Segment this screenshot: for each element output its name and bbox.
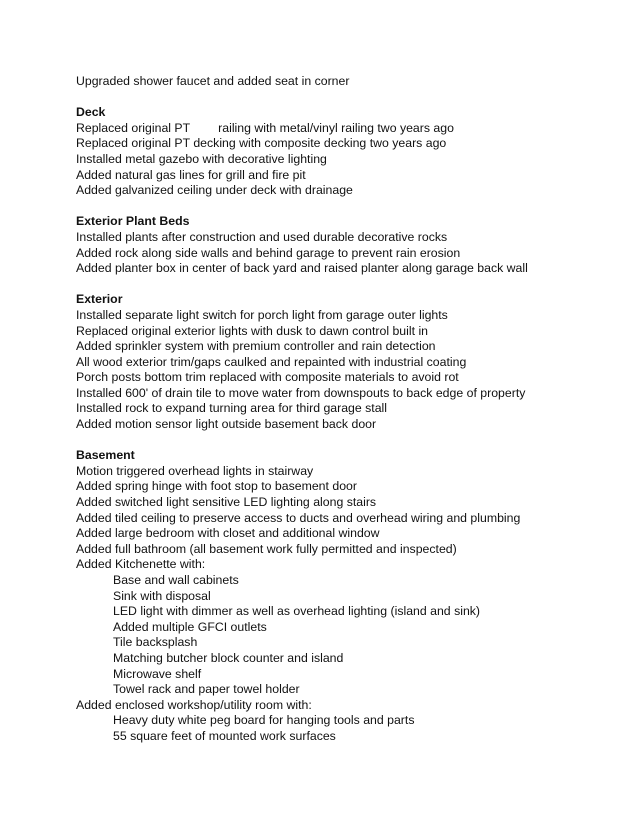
list-item: Added sprinkler system with premium controller and rain detection bbox=[76, 339, 436, 354]
list-item: Installed separate light switch for porch light from garage outer lights bbox=[76, 307, 448, 322]
section-title-basement: Basement bbox=[76, 448, 135, 463]
sub-list-item: Microwave shelf bbox=[113, 666, 202, 681]
sub-list-item: Heavy duty white peg board for hanging tools and parts bbox=[113, 713, 415, 728]
section-title-deck: Deck bbox=[76, 105, 106, 120]
list-item: Added spring hinge with foot stop to basement door bbox=[76, 479, 357, 494]
list-item: Replaced original exterior lights with dusk to dawn control built in bbox=[76, 323, 429, 338]
list-item-part: railing with metal/vinyl railing two years ago bbox=[218, 120, 454, 135]
list-item: Added full bathroom (all basement work fully permitted and inspected) bbox=[76, 541, 457, 556]
list-item: Added motion sensor light outside basement back door bbox=[76, 417, 377, 432]
list-item: Added planter box in center of back yard and raised planter along garage back wall bbox=[76, 261, 528, 276]
list-item: Added galvanized ceiling under deck with drainage bbox=[76, 183, 353, 198]
list-item: Installed metal gazebo with decorative lighting bbox=[76, 151, 327, 166]
intro-line: Upgraded shower faucet and added seat in corner bbox=[76, 74, 350, 88]
list-item: Added large bedroom with closet and additional window bbox=[76, 526, 380, 541]
list-item: Installed rock to expand turning area for third garage stall bbox=[76, 401, 388, 416]
list-item: Motion triggered overhead lights in stairway bbox=[76, 463, 314, 478]
list-item: Installed plants after construction and used durable decorative rocks bbox=[76, 229, 448, 244]
list-item: Installed 600' of drain tile to move water from downspouts to back edge of property bbox=[76, 385, 526, 400]
list-item: Added Kitchenette with: bbox=[76, 557, 206, 572]
list-item: Added rock along side walls and behind garage to prevent rain erosion bbox=[76, 245, 461, 260]
list-item: Added tiled ceiling to preserve access to ducts and overhead wiring and plumbing bbox=[76, 510, 521, 525]
sub-list-item: Base and wall cabinets bbox=[113, 573, 239, 587]
list-item: Added natural gas lines for grill and fire pit bbox=[76, 167, 306, 182]
list-item bbox=[76, 121, 616, 137]
section-title-plant-beds: Exterior Plant Beds bbox=[76, 214, 190, 229]
section-title-exterior: Exterior bbox=[76, 292, 123, 307]
list-item: Porch posts bottom trim replaced with composite materials to avoid rot bbox=[76, 370, 459, 385]
sub-list-item: 55 square feet of mounted work surfaces bbox=[113, 728, 336, 743]
sub-list-item: Sink with disposal bbox=[113, 588, 211, 603]
sub-list-item: Matching butcher block counter and island bbox=[113, 650, 344, 665]
list-item: Replaced original PT decking with composite decking two years ago bbox=[76, 136, 447, 151]
list-item: All wood exterior trim/gaps caulked and repainted with industrial coating bbox=[76, 354, 467, 369]
sub-list-item: Towel rack and paper towel holder bbox=[113, 682, 300, 697]
sub-list-item: LED light with dimmer as well as overhead lighting (island and sink) bbox=[113, 604, 481, 619]
sub-list-item: Tile backsplash bbox=[113, 635, 198, 650]
list-item-part: Replaced original PT bbox=[76, 120, 191, 135]
list-item: Added enclosed workshop/utility room with: bbox=[76, 697, 312, 712]
sub-list-item: Added multiple GFCI outlets bbox=[113, 619, 267, 634]
list-item: Added switched light sensitive LED lighting along stairs bbox=[76, 495, 377, 510]
document-page bbox=[76, 74, 616, 745]
